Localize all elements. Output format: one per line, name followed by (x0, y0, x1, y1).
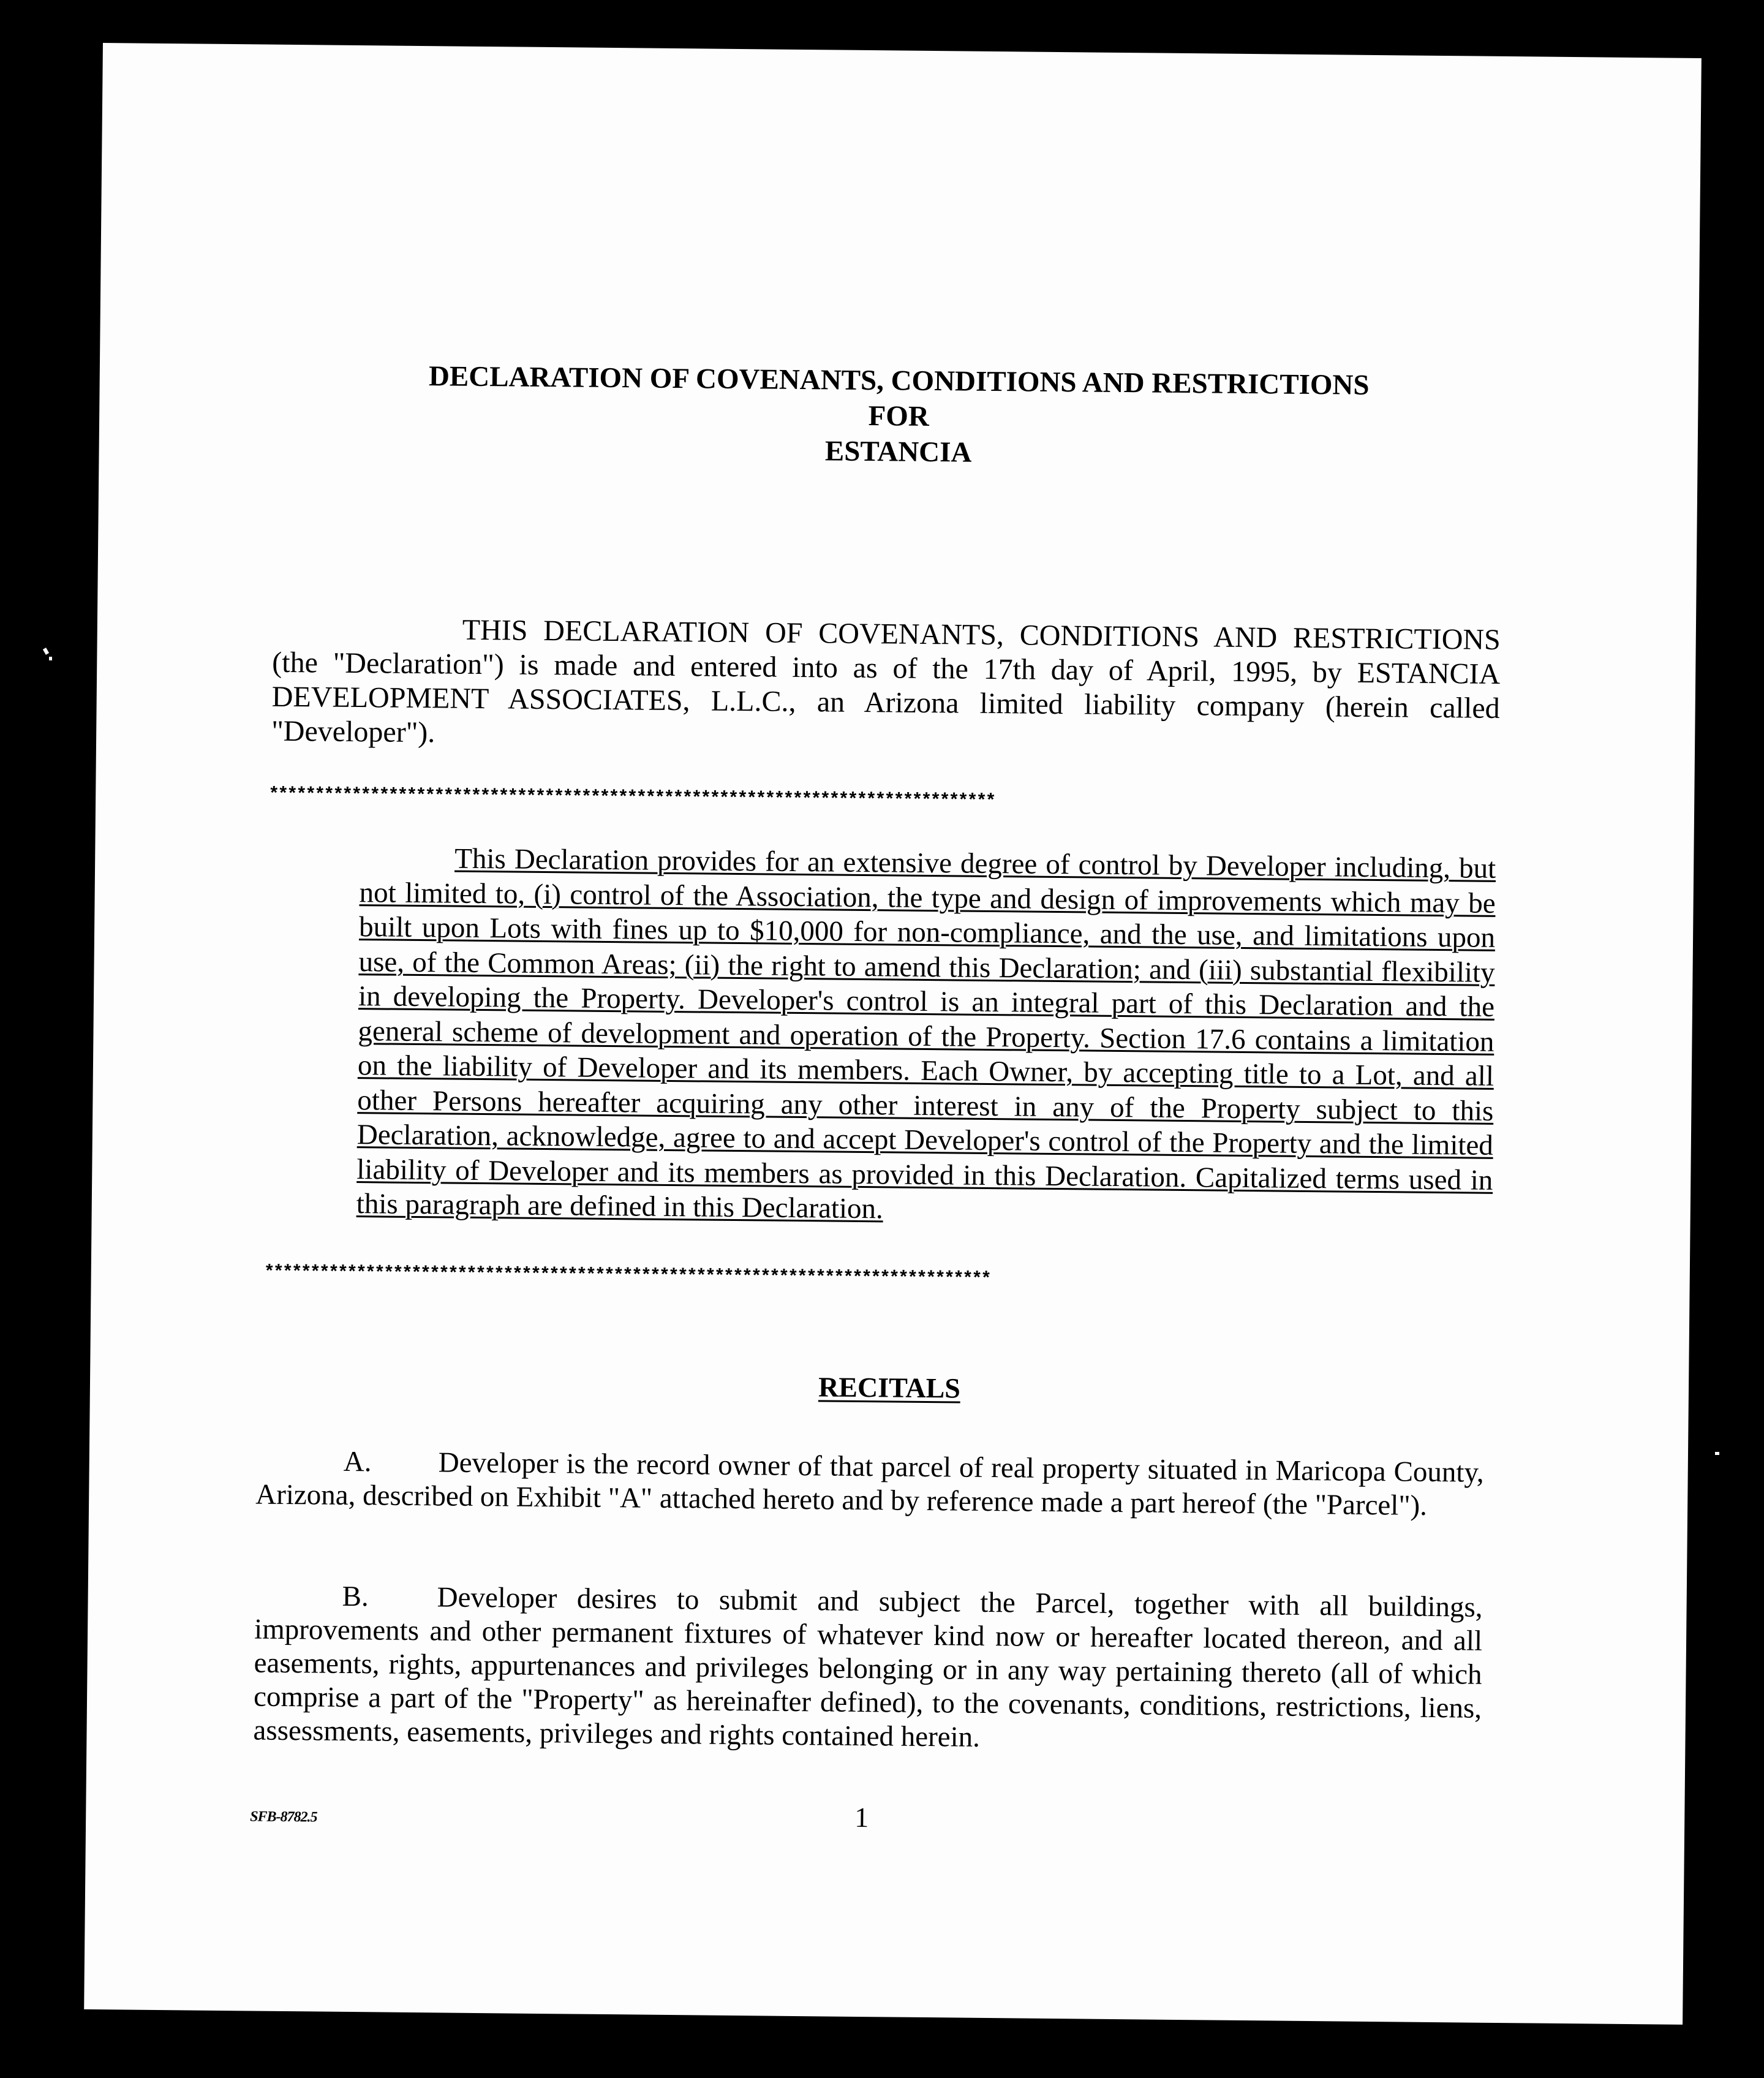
document-code: SFB-8782.5 (250, 1808, 317, 1826)
recital-b-letter: B. (342, 1580, 369, 1613)
recital-a-letter: A. (343, 1445, 372, 1478)
scan-speck (1715, 1452, 1719, 1455)
document-title (99, 355, 1698, 477)
separator-bottom: ******************************************************************************* (263, 1262, 990, 1290)
title-line-3: ESTANCIA (824, 435, 972, 469)
recital-b-text: Developer desires to submit and subject the Parcel, together with all buildings, improvements and other permanent fixtures of whatever kind now or hereafter located thereon, and all easements, rights, appurtenances and privileges belonging or in any way pertaining thereto (all of which comprise a part of the "Property" as hereinafter defined), to the covenants, conditions, restrictions, liens, assessments, easements, privileges and rights contained herein. (253, 1581, 1483, 1753)
scan-speck (43, 648, 49, 655)
title-line-2: FOR (868, 400, 930, 433)
document-page (84, 43, 1702, 2025)
intro-paragraph: THIS DECLARATION OF COVENANTS, CONDITIONS AND RESTRICTIONS (the "Declaration") is made and entered into as of the 17th day of April, 1995, by ESTANCIA DEVELOPMENT ASSOCIATES, L.L.C., an Arizona limited liability company (herein called "Developer"). (271, 613, 1501, 749)
scan-speck (49, 657, 52, 660)
control-notice-paragraph: This Declaration provides for an extensive degree of control by Developer including, but not limited to, (i) control of the Association, the type and design of improvements which may be built upon Lots with fines up to $10,000 for non-compliance, and the use, and limitations upon use, of the Common Areas; (ii) the right to amend this Declaration; and (iii) substantial flexibility in developing the Property. Developer's control is an integral part of this Declaration and the general scheme of development and operation of the Property. Section 17.6 contains a limitation on the liability of Developer and its members. Each Owner, by accepting title to a Lot, and all other Persons hereafter acquiring any other interest in any of the Property subject to this Declaration, acknowledge, agree to and accept Developer's control of the Property and the limited liability of Developer and its members as provided in this Declaration. Capitalized terms used in this paragraph are defined in this Declaration. (356, 842, 1496, 1225)
recital-a (255, 1445, 1484, 1524)
page-number: 1 (854, 1801, 869, 1834)
recital-a-text: Developer is the record owner of that parcel of real property situated in Maricopa County, Arizona, described on Exhibit "A" attached hereto and by reference made a part hereof (the "Parcel"). (255, 1446, 1484, 1522)
recital-b (253, 1579, 1483, 1759)
separator-top: ******************************************************************************* (268, 784, 995, 813)
recitals-heading: RECITALS (818, 1371, 961, 1404)
title-line-1: DECLARATION OF COVENANTS, CONDITIONS AND RESTRICTIONS (428, 360, 1370, 401)
